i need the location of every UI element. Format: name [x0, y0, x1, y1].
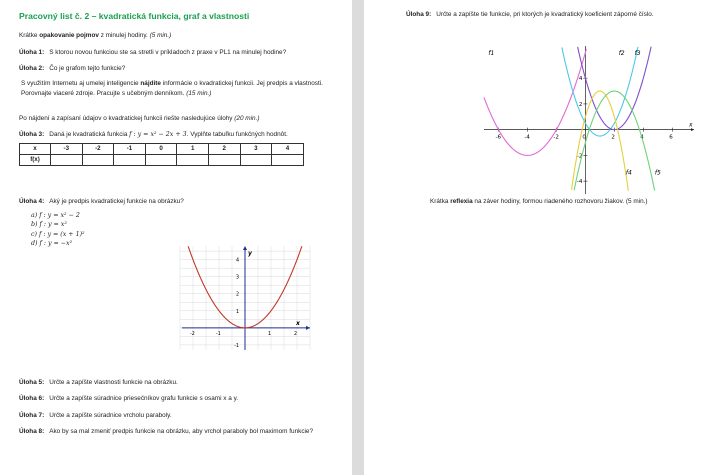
series-label: f5: [654, 169, 661, 177]
y-tick-label: -2: [576, 153, 583, 160]
fx-empty-cell[interactable]: [272, 155, 304, 166]
task-7: Úloha 7: Určte a zapíšte súradnice vrcholu paraboly.: [19, 411, 172, 419]
table-header-x: x: [20, 144, 51, 155]
task-1: Úloha 1: S ktorou novou funkciou ste sa stretli v príkladoch z praxe v PL1 na minulej hodine?: [19, 48, 287, 56]
x-value: -3: [51, 144, 83, 155]
y-axis-label: y: [248, 250, 252, 257]
y-tick-label: 3: [235, 275, 239, 281]
task-4: Úloha 4: Aký je predpis kvadratickej funkcie na obrázku?: [19, 198, 184, 206]
x-tick-label: 2: [294, 331, 298, 337]
x-axis-arrow: [306, 326, 310, 330]
x-value: 3: [240, 144, 272, 155]
option-c: c) f : y = (x + 1)²: [31, 230, 85, 238]
series-label: f3: [634, 50, 641, 58]
task-8: Úloha 8: Ako by sa mal zmeniť predpis funkcie na obrázku, aby vrchol paraboly bol maximom funkcie?: [19, 427, 314, 435]
fx-empty-cell[interactable]: [177, 155, 209, 166]
x-value: 0: [145, 144, 177, 155]
after-paragraph: Po nájdení a zapísaní údajov o kvadratickej funkcii riešte nasledujúce úlohy (20 min.): [19, 114, 260, 122]
series-label: f1: [488, 50, 495, 58]
y-tick-label: 1: [235, 309, 239, 315]
y-tick-label: 4: [235, 258, 239, 264]
table-row: [20, 155, 304, 166]
x-value: 1: [177, 144, 209, 155]
tasks-5-8: [19, 378, 329, 443]
y-tick-label: 2: [578, 101, 583, 108]
series-line: [574, 91, 655, 191]
internet-paragraph: S využitím Internetu aj umelej inteligencie nájdite informácie o kvadratickej funkcii. Jej predpis a vlastnosti. Porovnajte viaceré zdroje. Pracujte s učebným denníkom. (15 min.): [21, 80, 323, 97]
reflection-paragraph: Krátka reflexia na záver hodiny, formou riadeného rozhovoru žiakov. (5 min.): [430, 198, 648, 205]
option-b: b) f : y = x²: [31, 221, 67, 229]
values-table: [19, 143, 304, 166]
x-tick-label: -4: [524, 134, 530, 141]
fx-empty-cell[interactable]: [240, 155, 272, 166]
y-tick-label: -4: [576, 179, 583, 186]
y-tick-label: -1: [234, 343, 239, 349]
table-header-fx: f(x): [20, 155, 51, 166]
intro-paragraph: Krátke opakovanie pojmov z minulej hodiny. (5 min.): [19, 32, 172, 40]
x-axis-label: x: [689, 121, 693, 129]
page-gutter: [352, 0, 364, 475]
worksheet-title: Pracovný list č. 2 – kvadratická funkcia, graf a vlastnosti: [19, 11, 250, 21]
fx-empty-cell[interactable]: [114, 155, 146, 166]
x-tick-label: -6: [495, 134, 501, 141]
option-a: a) f : y = x² − 2: [31, 211, 80, 219]
fx-empty-cell[interactable]: [51, 155, 83, 166]
fx-empty-cell[interactable]: [208, 155, 240, 166]
task-2: Úloha 2: Čo je grafom tejto funkcie?: [19, 65, 126, 73]
parabola-chart: [180, 246, 310, 350]
task-5: Úloha 5: Určte a zapíšte vlastnosti funkcie na obrázku.: [19, 379, 178, 386]
x-tick-label: -2: [553, 134, 559, 141]
worksheet-page-2: [364, 0, 708, 475]
x-value: -2: [82, 144, 114, 155]
fx-empty-cell[interactable]: [145, 155, 177, 166]
task-9: Úloha 9: Určte a zapíšte tie funkcie, pri ktorých je kvadratický koeficient záporné číslo.: [406, 11, 654, 18]
x-tick-label: -1: [216, 331, 221, 337]
series-label: f4: [625, 169, 632, 177]
x-value: 4: [272, 144, 304, 155]
table-row: [20, 144, 304, 155]
y-tick-label: 4: [578, 76, 583, 83]
task-4-options: [31, 211, 338, 249]
y-tick-label: 2: [235, 292, 239, 298]
x-tick-label: 1: [268, 331, 272, 337]
x-tick-label: 0: [582, 134, 586, 141]
x-axis-label: x: [296, 319, 300, 327]
x-tick-label: 6: [669, 134, 673, 141]
fx-empty-cell[interactable]: [82, 155, 114, 166]
y-axis-arrow: [243, 246, 247, 250]
option-d: d) f : y = −x²: [31, 240, 73, 248]
x-tick-label: -2: [190, 331, 195, 337]
worksheet-page-1: [0, 0, 352, 475]
x-value: -1: [114, 144, 146, 155]
x-tick-label: 4: [640, 134, 644, 141]
task-6: Úloha 6: Určte a zapíšte súradnice priesečníkov grafu funkcie s osami x a y.: [19, 395, 239, 403]
x-value: 2: [208, 144, 240, 155]
task-3: Úloha 3: Daná je kvadratická funkcia f : y = x² − 2x + 3. Vyplňte tabuľku funkčných hodnôt.: [19, 131, 288, 139]
multi-parabola-chart: [484, 46, 694, 194]
series-label: f2: [618, 50, 625, 58]
x-tick-label: 2: [611, 134, 615, 141]
